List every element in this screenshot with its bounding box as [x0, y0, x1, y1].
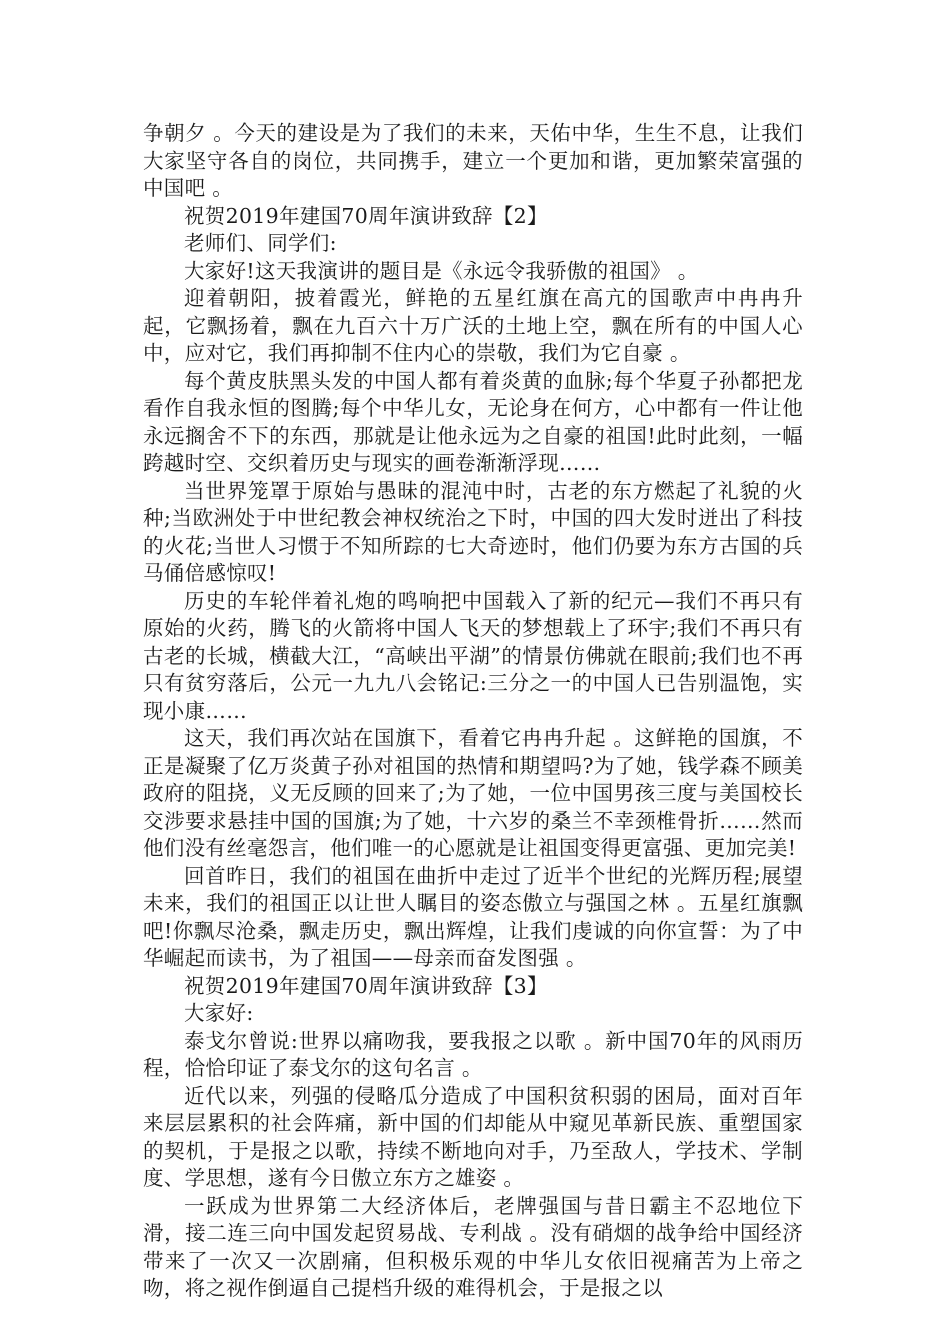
paragraph: 当世界笼罩于原始与愚昧的混沌中时，古老的东方燃起了礼貌的火种;当欧洲处于中世纪教会神权统治之下时，中国的四大发时迸出了科技的火花;当世人习惯于不知所踪的七大奇迹时，他们仍要为东方古国的兵马俑倍感惊叹! — [143, 478, 803, 585]
paragraph: 回首昨日，我们的祖国在曲折中走过了近半个世纪的光辉历程;展望未来，我们的祖国正以让世人瞩目的姿态傲立与强国之林 。五星红旗飘吧!你飘尽沧桑，飘走历史，飘出辉煌，让我们虔诚的向你宣誓：为了中华崛起而读书，为了祖国——母亲而奋发图强 。 — [143, 863, 803, 970]
paragraph: 近代以来，列强的侵略瓜分造成了中国积贫积弱的困局，面对百年来层层累积的社会阵痛，新中国的们却能从中窥见革新民族、重塑国家的契机，于是报之以歌，持续不断地向对手，乃至敌人，学技术、学制度、学思想，遂有今日傲立东方之雄姿 。 — [143, 1083, 803, 1190]
salutation-teachers: 老师们、同学们: — [184, 231, 337, 255]
paragraph: 这天，我们再次站在国旗下，看着它冉冉升起 。这鲜艳的国旗，不正是凝聚了亿万炎黄子孙对祖国的热情和期望吗?为了她，钱学森不顾美政府的阻挠，义无反顾的回来了;为了她，一位中国男孩三度与美国校长交涉要求悬挂中国的国旗;为了她，十六岁的桑兰不幸颈椎骨折……然而他们没有丝毫怨言，他们唯一的心愿就是让祖国变得更富强、更加完美! — [143, 726, 803, 860]
section-heading-2: 祝贺2019年建国70周年演讲致辞【2】 — [184, 203, 548, 228]
paragraph-continuation: 争朝夕 。今天的建设是为了我们的未来，天佑中华，生生不息，让我们大家坚守各自的岗位，共同携手，建立一个更加和谐，更加繁荣富强的中国吧 。 — [143, 121, 803, 200]
paragraph: 每个黄皮肤黑头发的中国人都有着炎黄的血脉;每个华夏子孙都把龙看作自我永恒的图腾;每个中华儿女，无论身在何方，心中都有一件让他永远搁舍不下的东西，那就是让他永远为之自豪的祖国!此时此刻，一幅跨越时空、交织着历史与现实的画卷渐渐浮现…… — [143, 368, 803, 475]
paragraph: 迎着朝阳，披着霞光，鲜艳的五星红旗在高亢的国歌声中冉冉升起，它飘扬着，飘在九百六十万广沃的土地上空，飘在所有的中国人心中，应对它，我们再抑制不住内心的崇敬，我们为它自豪 。 — [143, 286, 803, 365]
paragraph: 泰戈尔曾说:世界以痛吻我，要我报之以歌 。新中国70年的风雨历程，恰恰印证了泰戈尔的这句名言 。 — [143, 1028, 803, 1080]
section-heading-3: 祝贺2019年建国70周年演讲致辞【3】 — [184, 973, 548, 998]
paragraph: 历史的车轮伴着礼炮的鸣响把中国载入了新的纪元—我们不再只有原始的火药，腾飞的火箭将中国人飞天的梦想载上了环宇;我们不再只有古老的长城，横截大江，“高峡出平湖”的情景仿佛就在眼前;我们也不再只有贫穷落后，公元一九九八会铭记:三分之一的中国人已告别温饱，实现小康…… — [143, 588, 803, 723]
salutation-everyone: 大家好: — [184, 1001, 254, 1025]
paragraph: 大家好!这天我演讲的题目是《永远令我骄傲的祖国》 。 — [184, 258, 699, 283]
paragraph: 一跃成为世界第二大经济体后，老牌强国与昔日霸主不忍地位下滑，接二连三向中国发起贸易战、专利战 。没有硝烟的战争给中国经济带来了一次又一次剧痛，但积极乐观的中华儿女依旧视痛苦为上帝之吻，将之视作倒逼自己提档升级的难得机会，于是报之以 — [143, 1193, 803, 1300]
document-body — [143, 120, 803, 1303]
